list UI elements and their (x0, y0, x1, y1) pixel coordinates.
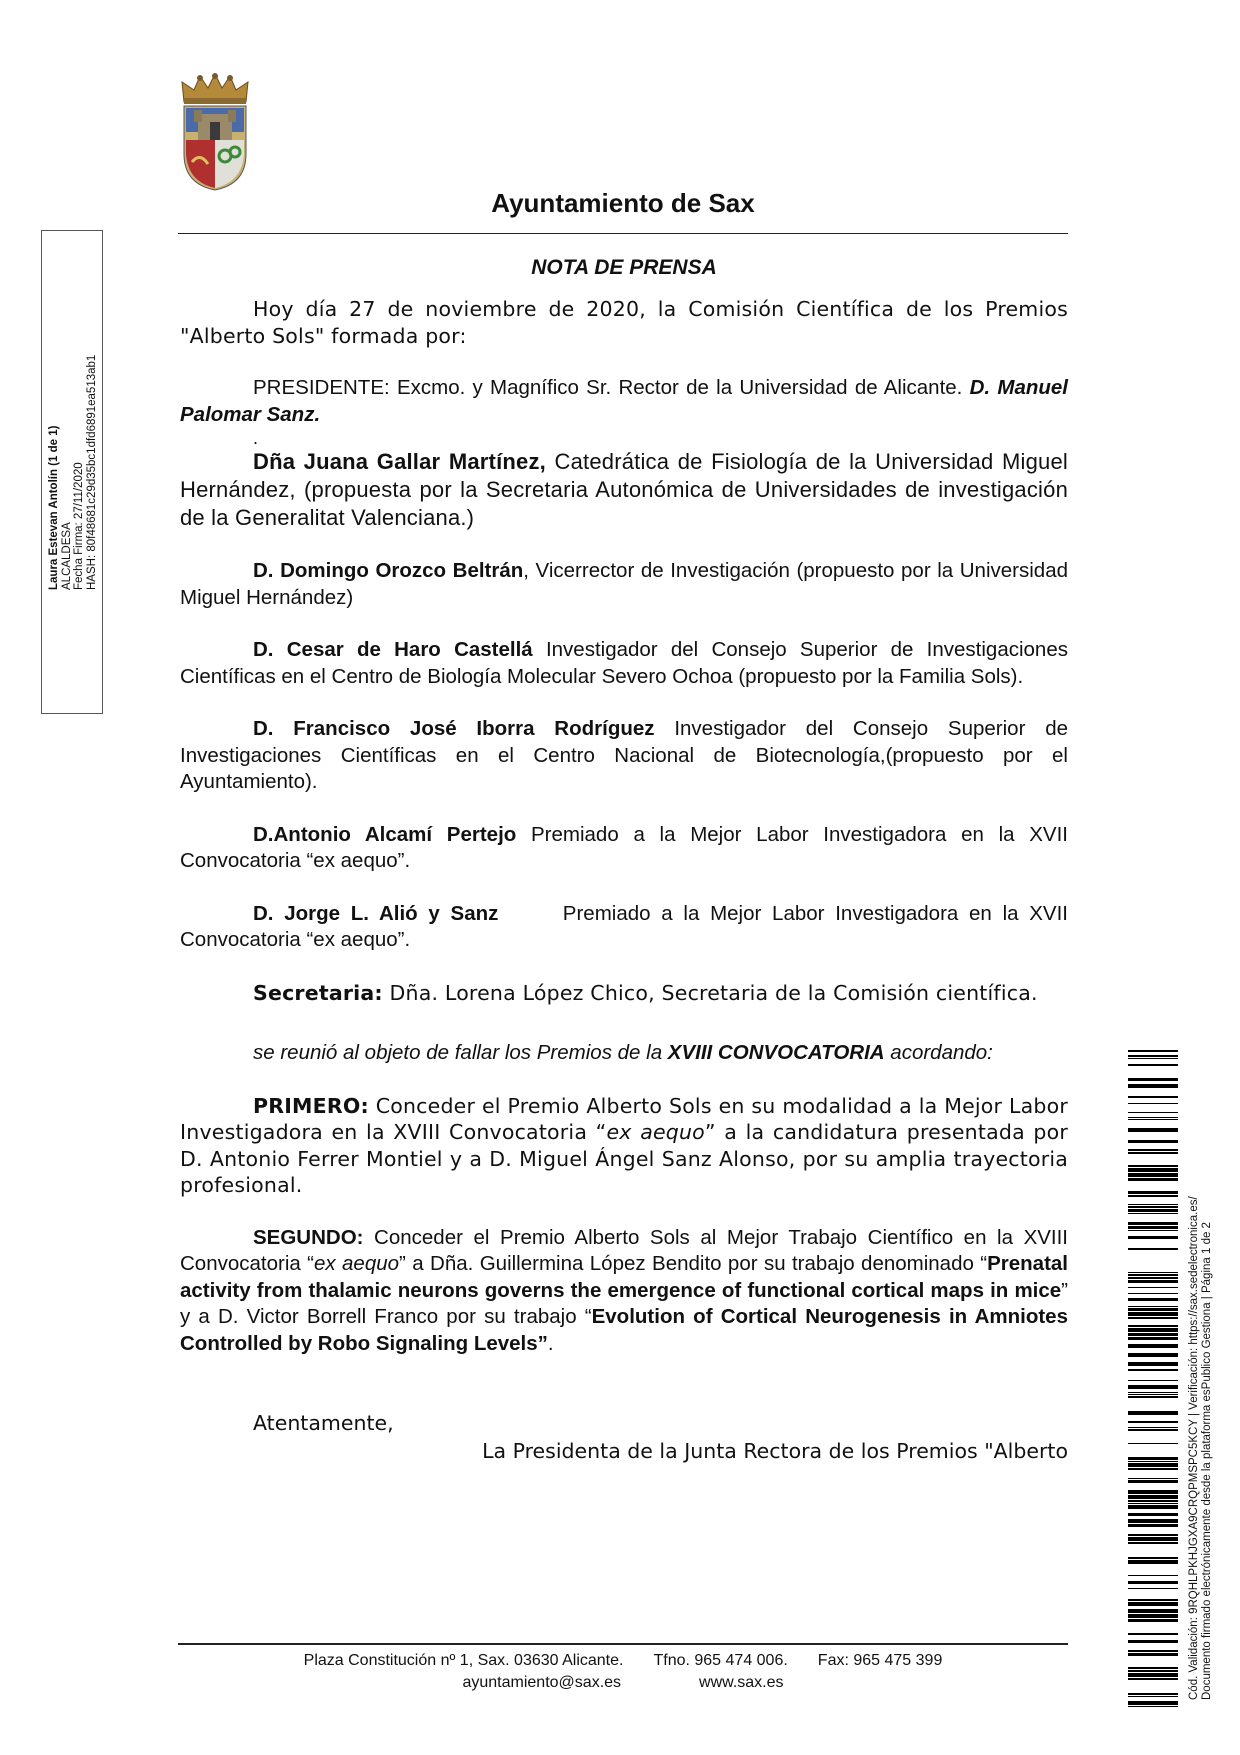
closing-block (180, 1409, 1068, 1465)
president-name: D. Manuel Palomar Sanz. (180, 376, 1068, 426)
coat-of-arms-logo (178, 72, 252, 192)
header-divider (178, 233, 1068, 234)
work-title-1: Prenatal activity from thalamic neurons governs the emergence of functional cortical maps in mice (180, 1252, 1068, 1302)
footer-address: Plaza Constitución nº 1, Sax. 03630 Alicante. (303, 1652, 624, 1669)
member-name-4: D. Francisco José Iborra Rodríguez (253, 717, 655, 740)
footer-fax: Fax: 965 475 399 (817, 1652, 943, 1669)
segundo-text-4: . (547, 1331, 554, 1355)
member-name-6: D. Jorge L. Alió y Sanz (253, 901, 499, 925)
member-paragraph-4 (180, 716, 1068, 796)
primero-text-2: ” a la candidatura presentada por D. Antonio Ferrer Montiel y a D. Miguel Ángel Sanz Alonso, por su amplia trayectoria profesional. (180, 1120, 1068, 1197)
primero-paragraph (180, 1093, 1068, 1199)
member-name-5: D.Antonio Alcamí Pertejo (253, 822, 517, 846)
member-paragraph-6 (180, 901, 1074, 954)
member-paragraph-1 (180, 448, 1068, 532)
signature-hash: HASH: 80f48681c29d35bc1dfd6891ea513ab1 (85, 354, 98, 590)
intro-paragraph: Hoy día 27 de noviembre de 2020, la Comisión Científica de los Premios "Alberto Sols" formada por: (180, 297, 1068, 348)
primero-ex-aequo: ex aequo (606, 1120, 705, 1144)
member-desc-1: Catedrática de Fisiología de la Universidad Miguel Hernández, (propuesta por la Secretaria Autonómica de Universidades de investigación de la Generalitat Valenciana.) (180, 449, 1069, 530)
footer-line-2 (178, 1672, 1068, 1694)
member-name-2: D. Domingo Orozco Beltrán (253, 559, 524, 582)
signature-info (48, 230, 98, 590)
segundo-ex-aequo: ex aequo (314, 1252, 400, 1275)
member-paragraph-2 (180, 558, 1068, 611)
member-paragraph-3 (180, 637, 1068, 690)
member-name-1: Dña Juana Gallar Martínez, (253, 449, 546, 474)
validation-barcode (1128, 1050, 1178, 1710)
secretary-text: Dña. Lorena López Chico, Secretaria de la Comisión científica. (382, 980, 1038, 1005)
member-desc-3: Investigador del Consejo Superior de Investigaciones Científicas en el Centro de Biología Molecular Severo Ochoa (propuesto por la Familia Sols). (180, 638, 1068, 688)
member-desc-5: Premiado a la Mejor Labor Investigadora en la XVII Convocatoria “ex aequo”. (180, 822, 1068, 872)
segundo-text-1: Conceder el Premio Alberto Sols al Mejor Trabajo Científico en la XVIII Convocatoria “ (180, 1225, 1068, 1275)
validation-platform: Documento firmado electrónicamente desde la plataforma esPublico Gestiona | Página 1 de 2 (1201, 1222, 1213, 1700)
work-title-2: Evolution of Cortical Neurogenesis in Amniotes Controlled by Robo Signaling Levels” (180, 1305, 1068, 1355)
meeting-post: acordando: (884, 1041, 993, 1064)
separator-dot: . (253, 428, 259, 448)
document-title: NOTA DE PRENSA (531, 256, 717, 279)
meeting-text: se reunió al objeto de fallar los Premios de la (253, 1041, 668, 1064)
secretary-label: Secretaria: (253, 980, 383, 1005)
signature-date: Fecha Firma: 27/11/2020 (73, 462, 85, 590)
president-paragraph (180, 375, 1068, 428)
signer-name: Laura Estevan Antolín (1 de 1) (48, 425, 60, 590)
footer (178, 1650, 1068, 1694)
footer-line-1 (178, 1650, 1068, 1672)
footer-divider (178, 1643, 1068, 1645)
closing-greeting: Atentamente, (253, 1411, 394, 1435)
member-desc-2: , Vicerrector de Investigación (propuesto por la Universidad Miguel Hernández) (180, 559, 1068, 609)
president-text: PRESIDENTE: Excmo. y Magnífico Sr. Rector de la Universidad de Alicante. (253, 376, 970, 399)
meeting-convocatoria: XVIII CONVOCATORIA (667, 1041, 885, 1064)
segundo-text-3: ” y a D. Victor Borrell Franco por su trabajo “ (180, 1278, 1068, 1328)
signer-role: ALCALDESA (60, 522, 73, 590)
footer-web: www.sax.es (699, 1674, 784, 1691)
member-desc-4: Investigador del Consejo Superior de Investigaciones Científicas en el Centro Nacional de Biotecnología,(propuesto por el Ayuntamiento). (180, 717, 1068, 793)
segundo-label: SEGUNDO: (253, 1225, 364, 1249)
primero-label: PRIMERO: (253, 1093, 369, 1118)
validation-info (1188, 1140, 1214, 1700)
member-paragraph-5 (180, 822, 1068, 875)
footer-phone: Tfno. 965 474 006. (653, 1652, 788, 1669)
secretary-paragraph (180, 980, 1068, 1007)
segundo-text-2: ” a Dña. Guillermina López Bendito por su trabajo denominado “ (399, 1252, 988, 1275)
closing-signer: La Presidenta de la Junta Rectora de los Premios "Alberto (482, 1439, 1068, 1463)
member-name-3: D. Cesar de Haro Castellá (253, 638, 533, 661)
segundo-paragraph (180, 1225, 1068, 1358)
meeting-paragraph (180, 1040, 1068, 1067)
press-release-body (180, 256, 1074, 1465)
municipality-title: Ayuntamiento de Sax (491, 188, 755, 218)
primero-text-1: Conceder el Premio Alberto Sols en su modalidad a la Mejor Labor Investigadora en la XVIII Convocatoria “ (180, 1093, 1068, 1144)
member-desc-6: Premiado a la Mejor Labor Investigadora en la XVII Convocatoria “ex aequo”. (180, 901, 1074, 951)
footer-email: ayuntamiento@sax.es (462, 1674, 622, 1691)
validation-code: Cód. Validación: 9RQHLPKHJGXA9CRQPMSPC5KCY | Verificación: https://sax.sedelectronica.es/ (1188, 1196, 1200, 1700)
